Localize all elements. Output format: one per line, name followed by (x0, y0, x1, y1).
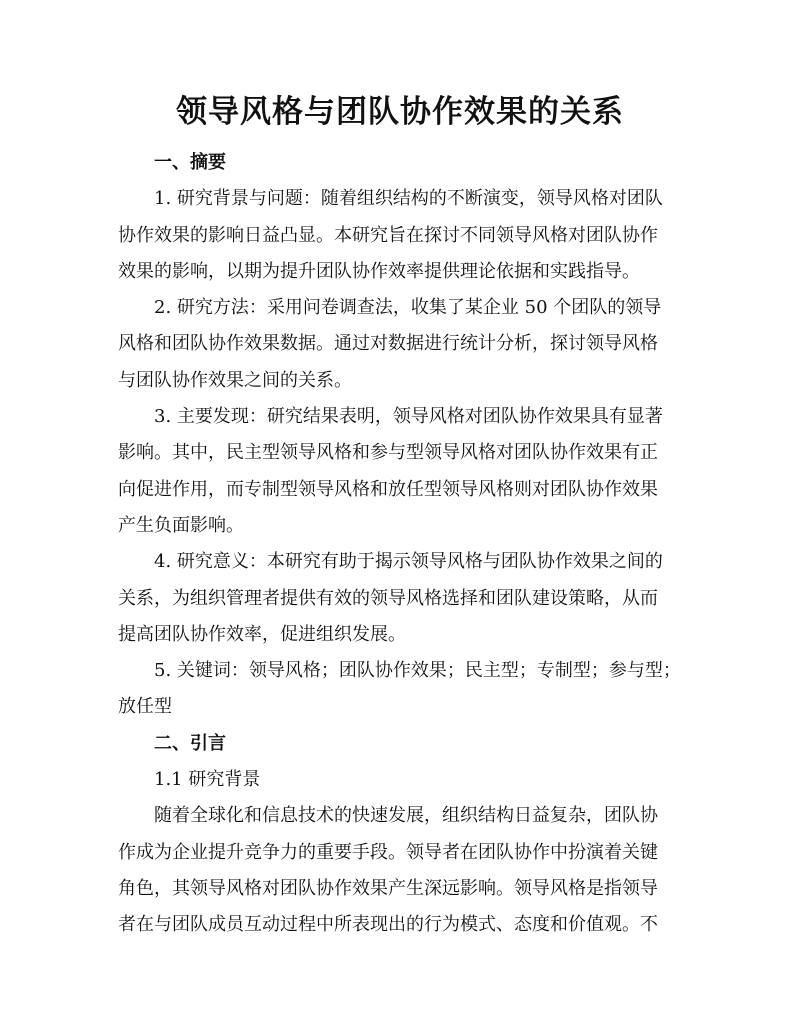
document-title: 领导风格与团队协作效果的关系 (176, 94, 624, 130)
text-line: 提高团队协作效率，促进组织发展。 (118, 623, 406, 645)
text-line: 放任型 (118, 696, 172, 718)
abstract-item-method (118, 290, 688, 399)
text-line: 角色，其领导风格对团队协作效果产生深远影响。领导风格是指领导 (118, 877, 658, 899)
abstract-item-keywords (118, 653, 688, 726)
abstract-item-background (118, 181, 688, 290)
section-heading-abstract: 一、摘要 (154, 152, 226, 173)
text-line: 1. 研究背景与问题：随着组织结构的不断演变，领导风格对团队 (154, 188, 663, 210)
text-line: 产生负面影响。 (118, 514, 244, 536)
text-line: 关系，为组织管理者提供有效的领导风格选择和团队建设策略，从而 (118, 587, 658, 609)
introduction-paragraph (118, 798, 688, 943)
abstract-item-findings (118, 399, 688, 544)
text-line: 协作效果的影响日益凸显。本研究旨在探讨不同领导风格对团队协作 (118, 224, 658, 246)
text-line: 3. 主要发现：研究结果表明，领导风格对团队协作效果具有显著 (154, 406, 663, 428)
text-line: 者在与团队成员互动过程中所表现出的行为模式、态度和价值观。不 (118, 914, 658, 936)
text-line: 4. 研究意义：本研究有助于揭示领导风格与团队协作效果之间的 (154, 551, 663, 573)
abstract-item-significance (118, 544, 688, 653)
text-line: 2. 研究方法：采用问卷调查法，收集了某企业 50 个团队的领导 (154, 297, 662, 319)
document-body (118, 145, 688, 944)
subsection-heading-background: 1.1 研究背景 (154, 769, 261, 791)
text-line: 随着全球化和信息技术的快速发展，组织结构日益复杂，团队协 (154, 805, 658, 827)
text-line: 作成为企业提升竞争力的重要手段。领导者在团队协作中扮演着关键 (118, 841, 658, 863)
text-line: 影响。其中，民主型领导风格和参与型领导风格对团队协作效果有正 (118, 442, 658, 464)
text-line: 5. 关键词：领导风格；团队协作效果；民主型；专制型；参与型； (154, 660, 681, 682)
text-line: 与团队协作效果之间的关系。 (118, 369, 352, 391)
text-line: 风格和团队协作效果数据。通过对数据进行统计分析，探讨领导风格 (118, 333, 658, 355)
text-line: 效果的影响，以期为提升团队协作效率提供理论依据和实践指导。 (118, 260, 640, 282)
section-heading-introduction: 二、引言 (154, 732, 226, 754)
text-line: 向促进作用，而专制型领导风格和放任型领导风格则对团队协作效果 (118, 478, 658, 500)
